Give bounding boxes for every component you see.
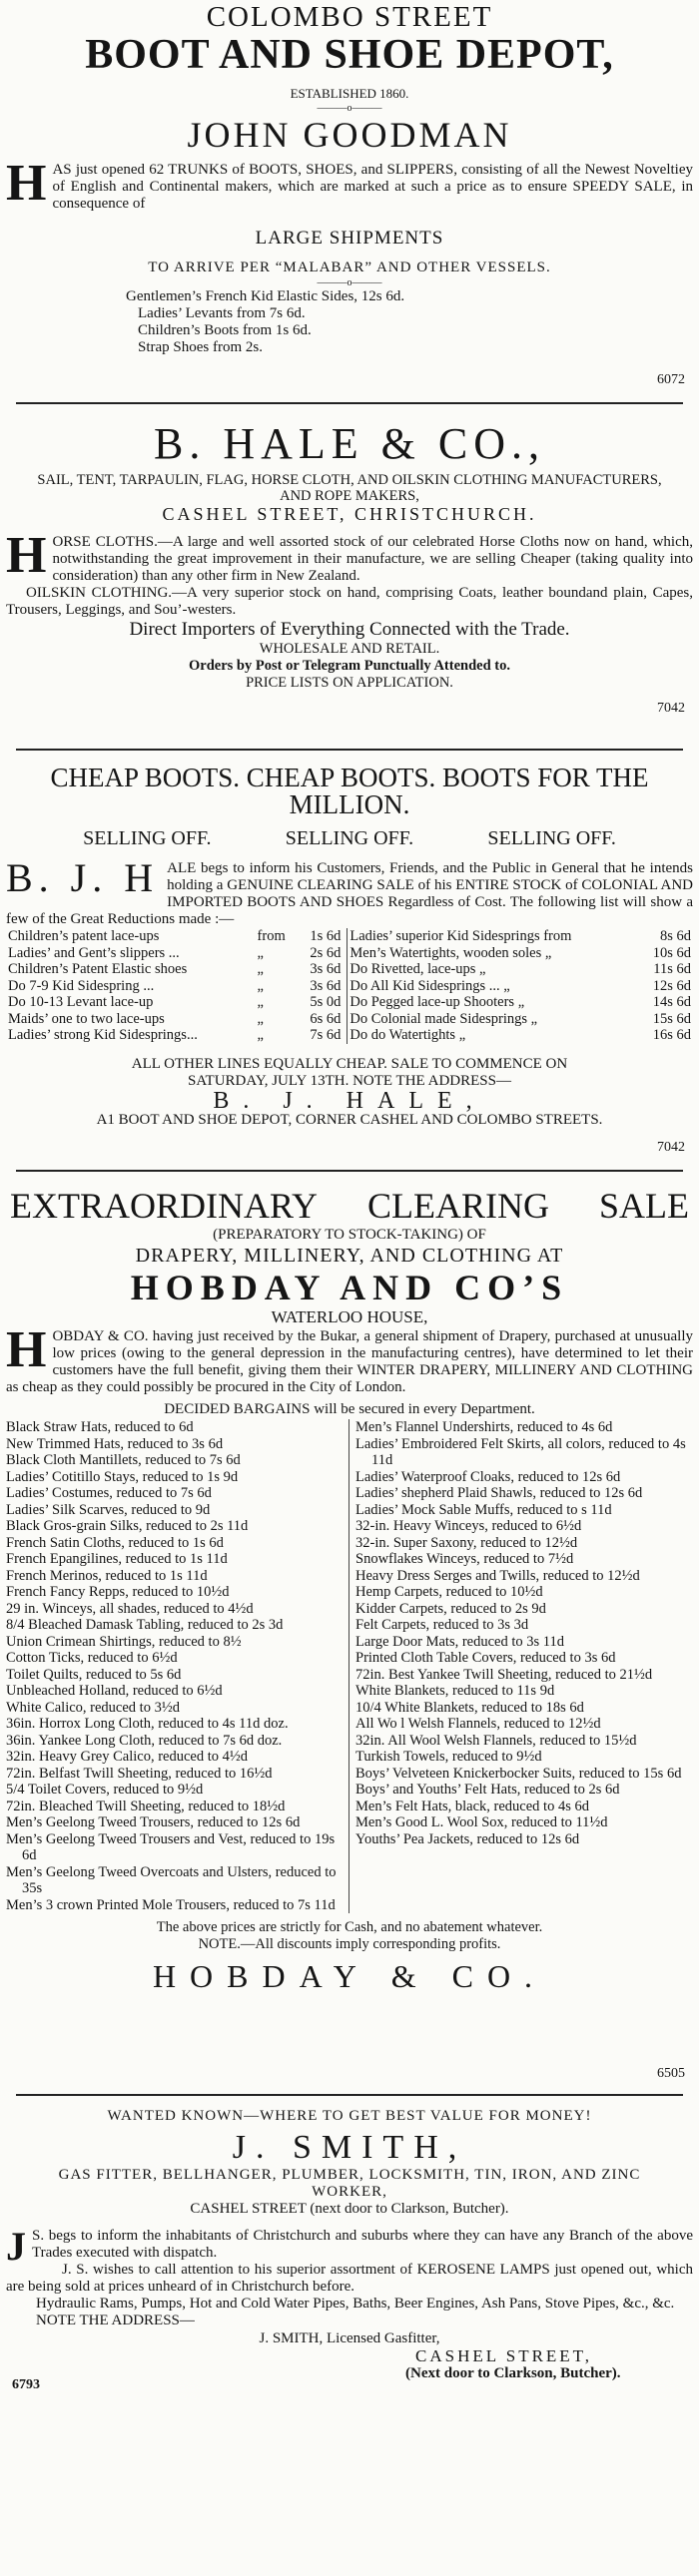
hobday-sub2: DRAPERY, MILLINERY, AND CLOTHING AT (135, 1245, 564, 1267)
bargain-item: Black Cloth Mantillets, reduced to 7s 6d (6, 1452, 241, 1468)
bargain-item: New Trimmed Hats, reduced to 3s 6d (6, 1435, 224, 1452)
bargain-item: Ladies’ shepherd Plaid Shawls, reduced to 12s 6d (355, 1485, 643, 1501)
goodman-ref: 6072 (657, 372, 685, 387)
goodman-ad (6, 0, 693, 402)
bargain-item: Printed Cloth Table Covers, reduced to 3s 6d (355, 1650, 616, 1666)
hobday-footer-name: HOBDAY & CO. (152, 1958, 547, 1994)
price-cell: Men’s Watertights, wooden soles „ (350, 944, 552, 961)
price-cell: Do 7-9 Kid Sidespring ... (8, 977, 155, 994)
bargain-item: 36in. Horrox Long Cloth, reduced to 4s 11d doz. (6, 1716, 289, 1732)
bargain-item: White Blankets, reduced to 11s 9d (355, 1683, 555, 1699)
hale-address: CASHEL STREET, CHRISTCHURCH. (162, 504, 537, 524)
price-cell: 14s 6d (652, 994, 691, 1010)
price-cell: „ (257, 1010, 264, 1027)
price-cell: 8s 6d (659, 928, 691, 944)
bargain-item: Union Crimean Shirtings, reduced to 8½ (6, 1633, 242, 1650)
bargain-item: 72in. Best Yankee Twill Sheeting, reduced to 21½d (355, 1666, 653, 1683)
hobday-headline-mid: CLEARING (367, 1186, 549, 1226)
price-row (6, 994, 693, 1011)
hale-ref: 7042 (657, 701, 685, 716)
selling-off-label: SELLING OFF. (285, 827, 414, 849)
goodman-item: Children’s Boots from 1s 6d. (138, 322, 312, 338)
hale-initial: H (6, 527, 47, 584)
price-cell: 16s 6d (652, 1027, 691, 1043)
selling-off-label: SELLING OFF. (83, 827, 212, 849)
bargain-item: Large Door Mats, reduced to 3s 11d (355, 1633, 564, 1650)
price-row (6, 961, 693, 978)
bargain-item: 10/4 White Blankets, reduced to 18s 6d (355, 1699, 584, 1716)
hobday-intro (6, 1321, 693, 1396)
bargain-item: Men’s Felt Hats, black, reduced to 4s 6d (355, 1798, 589, 1814)
bargain-item: Toilet Quilts, reduced to 5s 6d (6, 1666, 182, 1683)
price-cell: Do Colonial made Sidesprings „ (350, 1010, 538, 1027)
bargain-item: Felt Carpets, reduced to 3s 3d (355, 1617, 529, 1633)
price-cell: 7s 6d (297, 1027, 348, 1044)
price-cell: „ (257, 961, 264, 977)
price-row (6, 1027, 693, 1044)
goodman-shipments: LARGE SHIPMENTS (255, 228, 444, 249)
hobday-ad (6, 1186, 693, 2094)
hale-wholesale: WHOLESALE AND RETAIL. (259, 641, 440, 657)
price-cell: „ (257, 944, 264, 961)
goodman-arrive: TO ARRIVE PER “MALABAR” AND OTHER VESSELS. (148, 259, 551, 275)
bargain-item: 32-in. Heavy Winceys, reduced to 6½d (355, 1518, 582, 1534)
hobday-intro-text: OBDAY & CO. having just received by the Bukar, a general shipment of Drapery, purchased at unusually low prices (owing to the general depression in the manufacturing centres), have determined to let their customers have the full benefit, giving them their WINTER DRAPERY, MILLINERY AND CLOTHING as cheap as they could possibly be procured in the City of London. (6, 1328, 693, 1395)
bargain-item: Men’s 3 crown Printed Mole Trousers, reduced to 7s 11d (6, 1896, 336, 1913)
price-cell: Ladies’ and Gent’s slippers ... (8, 944, 180, 961)
bargain-item: Ladies’ Cotitillo Stays, reduced to 1s 9d (6, 1468, 239, 1485)
goodman-divider-2: ———o——— (317, 277, 382, 288)
hale-trades: SAIL, TENT, TARPAULIN, FLAG, HORSE CLOTH, AND OILSKIN CLOTHING MANUFACTURERS, AND ROPE MAKERS, (37, 472, 662, 504)
bargain-item: Turkish Towels, reduced to 9½d (355, 1749, 542, 1765)
goodman-name: JOHN GOODMAN (187, 115, 512, 155)
bargain-item: Heavy Dress Serges and Twills, reduced to 12½d (355, 1567, 640, 1584)
price-cell: 2s 6d (297, 945, 348, 962)
bargain-item: Ladies’ Silk Scarves, reduced to 9d (6, 1501, 211, 1518)
smith-wanted: WANTED KNOWN—WHERE TO GET BEST VALUE FOR MONEY! (107, 2108, 592, 2124)
price-cell: Ladies’ superior Kid Sidesprings from (350, 928, 572, 944)
price-cell: „ (257, 994, 264, 1010)
goodman-item: Strap Shoes from 2s. (138, 339, 263, 355)
price-cell: Maids’ one to two lace-ups (8, 1010, 165, 1027)
price-cell: 6s 6d (297, 1011, 348, 1028)
bargain-item: 32-in. Super Saxony, reduced to 12½d (355, 1534, 578, 1551)
bargain-item: 32in. Heavy Grey Calico, reduced to 4½d (6, 1749, 248, 1765)
bargain-item: 5/4 Toilet Covers, reduced to 9½d (6, 1782, 204, 1798)
selling-off-label: SELLING OFF. (487, 827, 616, 849)
hobday-house: WATERLOO HOUSE, (271, 1307, 428, 1326)
cheap-headline: CHEAP BOOTS. CHEAP BOOTS. BOOTS FOR THE MILLION. (50, 763, 649, 819)
hobday-headline (6, 1186, 693, 1226)
divider-rule (16, 2094, 683, 2096)
bargain-item: French Epangilines, reduced to 1s 11d (6, 1551, 228, 1567)
price-cell: 11s 6d (653, 961, 691, 977)
goodman-initial: H (6, 155, 47, 212)
bargain-item: All Wo l Welsh Flannels, reduced to 12½d (355, 1716, 601, 1732)
hale-price-lists: PRICE LISTS ON APPLICATION. (246, 675, 453, 691)
cheap-price-table (6, 928, 693, 1044)
goodman-item: Gentlemen’s French Kid Elastic Sides, 12s 6d. (126, 288, 405, 304)
bargain-item: French Satin Cloths, reduced to 1s 6d (6, 1534, 224, 1551)
bargain-item: French Fancy Repps, reduced to 10½d (6, 1584, 230, 1600)
smith-intro-1: S. begs to inform the inhabitants of Christchurch and suburbs where they can have any Branch of the above Trades executed with dispatch. (32, 2228, 693, 2261)
cheap-ref: 7042 (657, 1140, 685, 1155)
cheap-address: A1 BOOT AND SHOE DEPOT, CORNER CASHEL AND COLOMBO STREETS. (96, 1111, 603, 1128)
price-row (6, 945, 693, 962)
price-cell: 3s 6d (297, 978, 348, 995)
price-cell: „ (257, 977, 264, 994)
price-cell: from (257, 928, 286, 944)
price-cell: 10s 6d (652, 944, 691, 961)
hobday-title: HOBDAY AND CO’S (130, 1268, 569, 1307)
price-cell: 15s 6d (652, 1010, 691, 1027)
bargain-item: Men’s Geelong Tweed Trousers and Vest, reduced to 19s 6d (6, 1830, 336, 1863)
goodman-header: COLOMBO STREET (206, 1, 493, 33)
smith-note: NOTE THE ADDRESS— (36, 2313, 195, 2328)
bargain-item: Snowflakes Winceys, reduced to 7½d (355, 1551, 574, 1567)
hale-oilskin: OILSKIN CLOTHING.—A very superior stock on hand, comprising Coats, leather boundand plain, Capes, Trousers, Leggings, and Sou’-westers. (6, 585, 693, 618)
bargain-item: Black Straw Hats, reduced to 6d (6, 1419, 194, 1435)
bargain-item: Ladies’ Embroidered Felt Skirts, all colors, reduced to 4s 11d (355, 1435, 686, 1468)
bargain-item: Unbleached Holland, reduced to 6½d (6, 1683, 223, 1699)
bargain-item: Ladies’ Costumes, reduced to 7s 6d (6, 1485, 212, 1501)
price-cell: Do Pegged lace-up Shooters „ (350, 994, 525, 1010)
bargain-item: Ladies’ Waterproof Cloaks, reduced to 12s 6d (355, 1468, 621, 1485)
bargain-item: Boys’ and Youths’ Felt Hats, reduced to 2s 6d (355, 1782, 620, 1798)
smith-intro (6, 2224, 693, 2269)
bargain-item: Black Gros-grain Silks, reduced to 2s 11d (6, 1518, 249, 1534)
price-row (6, 978, 693, 995)
price-cell: 12s 6d (652, 977, 691, 994)
smith-sign: J. SMITH, Licensed Gasfitter, (259, 2330, 440, 2346)
hobday-headline-left: EXTRAORDINARY (10, 1186, 319, 1226)
price-cell: Do Rivetted, lace-ups „ (350, 961, 486, 977)
bargain-item: 29 in. Winceys, all shades, reduced to 4½d (6, 1600, 254, 1617)
hobday-note: NOTE.—All discounts imply corresponding profits. (198, 1936, 501, 1952)
cheap-intro-text: ALE begs to inform his Customers, Friends, and the Public in General that he intends holding a GENUINE CLEARING SALE of his ENTIRE STOCK of COLONIAL AND IMPORTED BOOTS AND SHOES Regardless of Cost. The following list will show a few of the Great Reductions made :— (6, 860, 693, 927)
smith-address: CASHEL STREET (next door to Clarkson, Butcher). (190, 2201, 509, 2217)
hale-horse-text: ORSE CLOTHS.—A large and well assorted stock of our celebrated Horse Cloths now on hand, which, notwithstanding the great improvement in their manufacture, we are selling Cheaper (taking quality into consideration) than any other firm in New Zealand. (52, 534, 693, 584)
bargain-item: 32in. All Wool Welsh Flannels, reduced to 15½d (355, 1732, 637, 1749)
goodman-intro (6, 155, 693, 213)
price-cell: 3s 6d (297, 961, 348, 978)
hobday-headline-right: SALE (598, 1186, 689, 1226)
price-cell: 5s 0d (297, 994, 348, 1011)
bargain-item: 72in. Bleached Twill Sheeting, reduced to 18½d (6, 1798, 286, 1814)
hale-orders: Orders by Post or Telegram Punctually Attended to. (189, 658, 510, 674)
price-cell: „ (257, 1027, 264, 1043)
price-row (6, 1011, 693, 1028)
price-cell: Do All Kid Sidesprings ... „ (350, 977, 510, 994)
price-cell: Do 10-13 Levant lace-up (8, 994, 154, 1010)
smith-street: CASHEL STREET, (415, 2346, 593, 2365)
goodman-item: Ladies’ Levants from 7s 6d. (138, 305, 306, 321)
smith-intro-2: J. S. wishes to call attention to his superior assortment of KEROSENE LAMPS just opened out, which are being sold at prices unheard of in Christchurch before. (6, 2262, 693, 2295)
smith-trades: GAS FITTER, BELLHANGER, PLUMBER, LOCKSMITH, TIN, IRON, AND ZINC WORKER, (58, 2167, 641, 2200)
smith-ref: 6793 (12, 2377, 40, 2392)
price-cell: 1s 6d (297, 928, 348, 945)
bargain-item: Men’s Good L. Wool Sox, reduced to 11½d (355, 1814, 608, 1830)
hobday-decided: DECIDED BARGAINS will be secured in every Department. (164, 1401, 535, 1417)
price-cell: Children’s Patent Elastic shoes (8, 961, 188, 977)
hobday-sub: (PREPARATORY TO STOCK-TAKING) OF (213, 1227, 486, 1243)
cheap-boots-ad (6, 765, 693, 1170)
goodman-divider: ———o——— (317, 103, 382, 114)
hale-ad (6, 418, 693, 749)
cheap-selling-row (46, 826, 653, 850)
cheap-saturday: SATURDAY, JULY 13TH. NOTE THE ADDRESS— (188, 1072, 511, 1089)
smith-initial: J (6, 2224, 26, 2269)
hobday-bargains (6, 1419, 693, 1913)
bargains-right-column (350, 1419, 693, 1913)
hale-horse (6, 527, 693, 585)
bargain-item: 8/4 Bleached Damask Tabling, reduced to 2s 3d (6, 1617, 284, 1633)
goodman-established: ESTABLISHED 1860. (290, 86, 409, 101)
bargain-item: French Merinos, reduced to 1s 11d (6, 1567, 208, 1584)
smith-nextdoor: (Next door to Clarkson, Butcher). (405, 2365, 621, 2381)
hobday-ref: 6505 (657, 2066, 685, 2081)
hale-importers: Direct Importers of Everything Connected with the Trade. (129, 619, 570, 640)
smith-intro-3: Hydraulic Rams, Pumps, Hot and Cold Water Pipes, Baths, Beer Engines, Ash Pans, Stove Pipes, &c., &c. (36, 2296, 675, 2312)
bargain-item: 72in. Belfast Twill Sheeting, reduced to 16½d (6, 1765, 273, 1782)
hobday-cash: The above prices are strictly for Cash, and no abatement whatever. (156, 1919, 543, 1935)
hobday-initial: H (6, 1321, 47, 1378)
bargain-item: White Calico, reduced to 3½d (6, 1699, 180, 1716)
cheap-intro (6, 855, 693, 928)
price-cell: Ladies’ strong Kid Sidesprings... (8, 1027, 198, 1043)
bargain-item: Men’s Geelong Tweed Overcoats and Ulsters, reduced to 35s (6, 1863, 337, 1896)
cheap-line: ALL OTHER LINES EQUALLY CHEAP. SALE TO COMMENCE ON (131, 1055, 568, 1072)
goodman-intro-text: AS just opened 62 TRUNKS of BOOTS, SHOES, and SLIPPERS, consisting of all the Newest Noveltiey of English and Continental makers, which are marked at such a price as to ensure SPEEDY SALE, in consequence of (52, 162, 693, 212)
price-cell: Do do Watertights „ (350, 1027, 466, 1043)
bargain-item: Ladies’ Mock Sable Muffs, reduced to s 11d (355, 1501, 612, 1518)
divider-rule (16, 1170, 683, 1172)
cheap-initials: B. J. H (6, 855, 160, 900)
smith-name: J. SMITH, (232, 2129, 467, 2166)
goodman-title: BOOT AND SHOE DEPOT, (85, 32, 614, 78)
bargain-item: Cotton Ticks, reduced to 6½d (6, 1650, 178, 1666)
bargain-item: Hemp Carpets, reduced to 10½d (355, 1584, 543, 1600)
price-cell: Children’s patent lace-ups (8, 928, 160, 944)
bargain-item: Men’s Geelong Tweed Trousers, reduced to 12s 6d (6, 1814, 301, 1830)
cheap-name: B. J. HALE, (213, 1087, 486, 1114)
hale-title: B. HALE & CO., (154, 419, 545, 468)
divider-rule (16, 749, 683, 751)
bargains-left-column (6, 1419, 350, 1913)
goodman-items (6, 288, 693, 356)
price-row (6, 928, 693, 945)
smith-ad (6, 2108, 693, 2397)
bargain-item: 36in. Yankee Long Cloth, reduced to 7s 6d doz. (6, 1732, 283, 1749)
bargain-item: Kidder Carpets, reduced to 2s 9d (355, 1600, 546, 1617)
bargain-item: Youths’ Pea Jackets, reduced to 12s 6d (355, 1830, 580, 1847)
divider-rule (16, 402, 683, 404)
bargain-item: Boys’ Velveteen Knickerbocker Suits, reduced to 15s 6d (355, 1765, 682, 1782)
bargain-item: Men’s Flannel Undershirts, reduced to 4s 6d (355, 1419, 613, 1435)
